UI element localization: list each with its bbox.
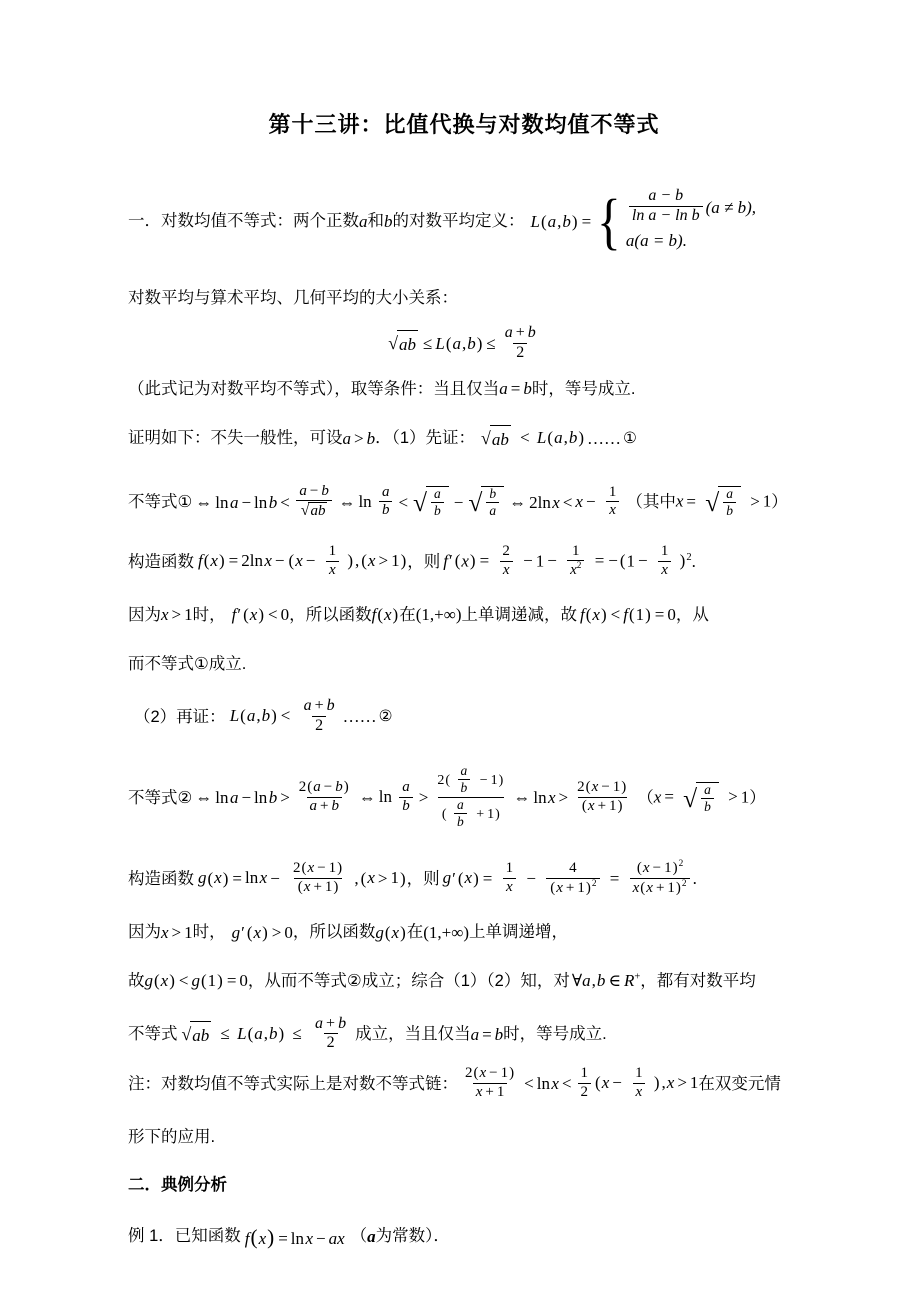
sqrt-b-over-a: √ $\frac{b}{a}$: [466, 483, 506, 523]
var-b: b: [384, 211, 393, 231]
g-x-ref-1: g(x): [375, 922, 406, 942]
zai-2: 在: [406, 923, 424, 942]
f-x-ref-1: f(x): [371, 605, 399, 625]
fraction-numerator: 2: [502, 543, 510, 560]
fraction-denominator: 2: [324, 1033, 338, 1052]
radical-icon: √: [683, 783, 698, 813]
fraction-a-minus-b-over-ln: [629, 188, 703, 225]
inequality-1-note-open: （其中: [626, 493, 676, 512]
lt-5: <: [561, 1074, 572, 1094]
lt-2: <: [398, 492, 409, 512]
fraction-a-over-b-inner-2: [454, 798, 467, 829]
fraction-denominator: (x + 1): [578, 797, 627, 815]
ln-a-minus-ln-b-2: ln a − ln b: [215, 788, 278, 808]
x-minus-one-over-x: x − $\frac{1}{x}$: [575, 486, 622, 521]
fraction-numerator: a: [402, 779, 410, 796]
fraction-denominator: x: [326, 561, 339, 579]
equality-condition-tail: 时，等号成立.: [531, 379, 636, 398]
zai-1: 在: [399, 605, 416, 624]
proof-step-1-label: ．（1）先证：: [375, 429, 476, 448]
piecewise-case-2: [626, 227, 756, 255]
remark-line-2: [128, 1124, 800, 1151]
fraction-denominator: √ a b: [296, 500, 333, 520]
fraction-1-over-x-4: [503, 861, 517, 896]
fraction-denominator: a + b: [307, 797, 342, 815]
comma-cn-3: ，: [675, 605, 693, 624]
fraction-a-over-b-1: [379, 485, 393, 520]
circled-two-1: ②: [378, 708, 393, 726]
fraction-a-over-b-2: [399, 780, 413, 815]
gt-1: >: [280, 788, 290, 808]
lt-3: <: [562, 492, 573, 512]
g-monotonicity-line: [128, 920, 800, 946]
curly-brace-icon: {: [597, 187, 621, 256]
two-ln-x: 2ln x: [529, 492, 560, 512]
remark-line-1: [128, 1067, 800, 1102]
a-gt-b: a > b: [342, 428, 376, 448]
inequality-2-note-close: ）: [749, 788, 766, 807]
example-1-line: [128, 1221, 800, 1254]
fraction-denominator: b: [399, 797, 413, 815]
example-1-note-close: 为常数）．: [375, 1227, 450, 1246]
fraction-numerator: 1: [328, 543, 337, 560]
g-x-lt-g-1: g(x) < g(1) = 0: [144, 971, 248, 991]
conclusion-label-6: 时，等号成立.: [503, 1025, 607, 1044]
fraction-denominator: 2: [513, 343, 527, 362]
fraction-numerator: 1: [580, 1065, 589, 1082]
then-label-1: 则: [423, 552, 441, 571]
fraction-a-plus-b-over-2-c: [312, 1016, 349, 1053]
f-x-lt-f-1: f(x) < f(1) = 0: [579, 605, 676, 625]
radical-icon: √: [468, 488, 483, 518]
x-gt-1-b: x > 1: [161, 922, 193, 942]
circled-one-1: ①: [622, 429, 637, 447]
fraction-numerator: a + b: [315, 1014, 347, 1032]
fraction-a-plus-b-over-2: [502, 325, 539, 362]
construct-g-label: 构造函数: [128, 869, 194, 888]
a-equals-b-2: a = b: [470, 1024, 504, 1044]
fraction-numerator: 2(a − b): [298, 779, 349, 796]
from-which-1: 从: [692, 605, 709, 624]
forall-a-b-in-R-plus: ∀a,b ∈ R+: [571, 971, 641, 991]
gt-2: >: [418, 788, 429, 808]
g-x-definition: g(x) = ln x − $\frac{2(x - 1)}{(x + 1)}$ , (x > 1): [198, 860, 406, 896]
fraction-2-over-x: [499, 544, 513, 579]
fraction-numerator: 2(x − 1): [293, 860, 343, 877]
f-x-definition: f(x) = 2ln x − (x − $\frac{1}{x}$ ) , (x > 1): [198, 543, 407, 578]
inequality-1-holds-line: [128, 651, 800, 678]
x-gt-1-a: x > 1: [161, 605, 193, 625]
fraction-denominator: x: [658, 561, 671, 579]
fraction-denominator: x: [503, 878, 516, 896]
fraction-2x-1-over-x-1: [574, 780, 630, 815]
construct-f-label: 构造函数: [128, 552, 194, 571]
leq-1: ≤: [423, 334, 433, 354]
fraction-numerator: 4: [569, 859, 577, 876]
fraction-numerator: 2(x − 1): [577, 779, 627, 796]
relation-line: [128, 285, 800, 312]
fraction-numerator: 1: [505, 860, 514, 877]
fraction-1-over-x-3: [658, 544, 672, 579]
lt-4: <: [524, 1074, 534, 1094]
proof-intro-line: [128, 425, 800, 453]
comma-cn-5: ，: [292, 923, 310, 942]
radical-icon: √: [300, 502, 310, 520]
fraction-numerator: 2(x − 1): [465, 1065, 515, 1082]
fraction-denominator: b: [458, 779, 471, 795]
definition-intro: 两个正数: [293, 212, 359, 231]
example-1-function: f(x) = ln x − ax: [244, 1224, 345, 1249]
fraction-denominator: b: [454, 813, 467, 829]
var-a: a: [359, 211, 368, 231]
then-label-2: 则: [423, 869, 440, 888]
case-1-condition: (a ≠ b),: [705, 197, 757, 217]
fraction-x-minus-1-sq-over: [630, 860, 690, 897]
fraction-2x-1-over-x-plus-1: [462, 1066, 518, 1101]
page-title: 第十三讲：比值代换与对数均值不等式: [268, 112, 660, 137]
iff-3: ⇔: [509, 492, 527, 512]
f-prime-expression: f′ (x) = $\frac{2}{x}$ − 1 − $\frac{1}{x^2}$ = − (1 − $\frac{1}{x}$ )$^2$: [443, 542, 692, 579]
compound-fraction-ab: [434, 762, 507, 831]
fraction-numerator: a − b: [648, 187, 684, 205]
fraction-denominator: x: [606, 501, 619, 519]
inequality-2-label: 不等式②: [128, 788, 193, 807]
conclusion-label-2: 从而不等式②成立；综合（1）（2）知，对: [264, 971, 570, 990]
relation-line-text: 对数平均与算术平均、几何平均的大小关系：: [128, 289, 458, 308]
radical-icon: √: [181, 1024, 192, 1045]
fraction-1-over-x-2: [326, 544, 340, 579]
fraction-denominator: x: [633, 1083, 646, 1101]
conclusion-label-4: 不等式: [128, 1025, 178, 1044]
comma-cn-2: ，: [289, 605, 306, 624]
so-function-label-1: 所以函数: [305, 605, 372, 624]
period-2: .: [692, 869, 697, 889]
sqrt-ab: √ a b: [386, 330, 420, 358]
example-1-constant-a: a: [367, 1227, 376, 1247]
because-label-2: 因为: [128, 923, 161, 942]
because-tail-1: 时，: [192, 605, 226, 624]
monotone-decreasing-label: 上单调递减，故: [461, 605, 577, 624]
because-label-1: 因为: [128, 605, 161, 624]
fraction-numerator: $(x - 1)^2$: [636, 859, 684, 877]
fraction-denominator: (x + 1): [294, 878, 343, 896]
radical-icon: √: [481, 428, 491, 449]
gt-3: >: [558, 788, 569, 808]
x-equals-sqrt-a-over-b-2: x = √ $\frac{a}{b}$ > 1: [654, 779, 749, 819]
inequality-1-label: 不等式①: [128, 493, 193, 512]
fraction-denominator: x + 1: [473, 1083, 508, 1101]
fraction-numerator: a + b: [303, 697, 335, 715]
ln-x-2: ln x: [533, 788, 556, 808]
comma-cn-6: ，: [247, 971, 265, 990]
display-inequality-main: [128, 323, 800, 363]
fraction-a-plus-b-over-2-b: [301, 698, 338, 735]
iff-5: ⇔: [358, 788, 376, 808]
ln-a-over-b-2: ln $\frac{a}{b}$: [379, 781, 416, 816]
fraction-2x-1-over-x-1-b: [290, 861, 346, 896]
monotone-increasing-label: 上单调递增，: [469, 923, 569, 942]
fraction-denominator: x: [500, 561, 513, 579]
fraction-numerator: a − b: [299, 482, 329, 499]
inequality-2-chain: [128, 762, 800, 832]
example-1-note-open: （: [350, 1227, 368, 1246]
leq-2: ≤: [486, 334, 496, 354]
definition-lhs: L(a,b) =: [530, 211, 592, 231]
f-monotonicity-line: [128, 602, 800, 628]
fraction-4-over-x-plus-1-sq: [546, 861, 599, 897]
iff-2: ⇔: [338, 492, 356, 512]
remark-tail-2: 形下的应用.: [128, 1127, 216, 1146]
fraction-a-minus-b-over-sqrt-ab: [296, 484, 333, 521]
conclusion-label-1: 故: [128, 971, 145, 990]
interval-2: (1,+∞): [423, 922, 470, 942]
inequality-1-holds-text: 而不等式①成立.: [128, 654, 247, 673]
L-lt-half-sum: L(a,b) < $\frac{a + b}{2}$: [230, 699, 341, 736]
fraction-numerator: a: [460, 762, 468, 778]
so-function-label-2: 所以函数: [309, 923, 376, 942]
iff-6: ⇔: [513, 788, 531, 808]
radical-icon: √: [705, 488, 720, 518]
case-2-expression: a(a = b).: [625, 230, 687, 250]
ln-a-over-b-1: ln $\frac{a}{b}$: [358, 486, 395, 521]
remark-label: 注：对数均值不等式实际上是对数不等式链：: [128, 1074, 458, 1093]
ln-a-minus-ln-b-1: ln a − ln b: [215, 492, 278, 512]
fraction-denominator: $x(x + 1)^2$: [630, 878, 690, 897]
g-prime-gt-0: g′ (x) > 0: [231, 922, 293, 942]
x-minus-1-over-x-group: (x − $\frac{1}{x}$ ) ,x > 1: [595, 1065, 699, 1100]
construct-f-line: [128, 542, 800, 581]
definition-intro-end: 的对数平均定义：: [392, 212, 525, 231]
ln-x-3: ln x: [536, 1074, 559, 1094]
x-equals-sqrt-a-over-b-1: x = √ $\frac{a}{b}$ > 1: [676, 483, 771, 523]
fraction-1-over-x-5: [632, 1066, 646, 1101]
f-prime-lt-0: f′ (x) < 0: [231, 605, 290, 625]
radical-icon: √: [413, 488, 428, 518]
fraction-denominator: $x^2$: [567, 560, 584, 579]
conclusion-label-3: ，都有对数平均: [640, 971, 756, 990]
remark-tail-1: 在双变元情: [698, 1074, 781, 1093]
fraction-denominator: 2: [578, 1083, 592, 1101]
conclusion-line-1: [128, 968, 800, 994]
proof-step-2-label: （2）再证：: [134, 707, 226, 726]
example-1-label: 例 1．已知函数: [128, 1227, 241, 1246]
fraction-1-over-2: [578, 1066, 592, 1101]
fraction-numerator: 1: [660, 543, 669, 560]
fraction-numerator: 1: [608, 483, 617, 500]
section-one-definition: [128, 188, 800, 255]
equality-condition-text: （此式记为对数平均不等式），取等条件：当且仅当: [128, 379, 500, 398]
proof-intro-text: 证明如下：不失一般性，可设: [128, 429, 343, 448]
inequality-1-chain: [128, 483, 800, 523]
sqrt-a-over-b: √ $\frac{a}{b}$: [411, 483, 451, 523]
a-equals-b-1: a = b: [499, 379, 532, 399]
fraction-numerator: a: [381, 483, 390, 500]
inequality-2-note-open: （: [637, 788, 654, 807]
iff-4: ⇔: [195, 788, 213, 808]
sqrt-ab-lt-L: √ a b < L(a,b): [479, 425, 585, 453]
conclusion-line-2: [128, 1014, 800, 1054]
because-tail-2: 时，: [192, 923, 226, 942]
equality-condition-line: [128, 376, 800, 402]
fraction-a-over-b-inner-1: [458, 764, 471, 795]
g-prime-expression: g′ (x) = $\frac{1}{x}$ − $\frac{4}{(x + 1)^2}$ = $\frac{(x - 1)^2}{x(x + 1)^2}$: [443, 861, 693, 898]
proof-step-2-line: [128, 699, 800, 736]
final-inequality-chain: √ a b ≤ L(a,b) ≤ $\frac{a + b}{2}$: [180, 1017, 353, 1054]
fraction-numerator: 1: [572, 542, 580, 559]
construct-g-line: [128, 861, 800, 898]
fraction-2ab-over-a-plus-b: [296, 780, 353, 815]
iff-1: ⇔: [195, 492, 213, 512]
lt-1: <: [280, 492, 290, 512]
section-two-heading: [128, 1172, 800, 1199]
inequality-1-note-close: ）: [771, 493, 788, 512]
L-a-b: L(a,b): [435, 334, 483, 354]
fraction-1-over-x-1: [606, 485, 620, 520]
fraction-numerator: a: [457, 797, 464, 813]
fraction-denominator: $(x + 1)^2$: [546, 878, 599, 897]
dots-1: ……: [586, 428, 621, 448]
minus-1: −: [453, 492, 464, 512]
fraction-numerator: 1: [635, 1065, 643, 1082]
fraction-denominator: ( $\frac{a}{b}$ + 1): [438, 797, 504, 830]
piecewise-case-1: [626, 188, 756, 227]
conclusion-label-5: 成立，当且仅当: [355, 1025, 471, 1044]
fraction-denominator: ln a − ln b: [629, 206, 703, 225]
dots-2: ……: [342, 707, 377, 727]
piecewise-definition: [594, 188, 756, 255]
comma-cn-1: ，: [407, 552, 424, 571]
section-two-label: 二．典例分析: [128, 1176, 227, 1195]
fraction-numerator: 2( $\frac{a}{b}$ − 1): [437, 762, 504, 795]
fraction-numerator: a + b: [504, 323, 536, 341]
fraction-1-over-x-squared: [567, 544, 584, 580]
definition-intro-mid: 和: [367, 212, 384, 231]
fraction-denominator: b: [379, 501, 393, 519]
radical-icon: √: [388, 333, 398, 354]
section-one-label: 一．对数均值不等式：: [128, 212, 293, 231]
document-content: [128, 0, 800, 1254]
interval-1: (1,+∞): [415, 605, 462, 625]
comma-cn-4: ，: [406, 869, 424, 888]
period-1: .: [691, 552, 696, 572]
fraction-denominator: 2: [312, 716, 326, 735]
